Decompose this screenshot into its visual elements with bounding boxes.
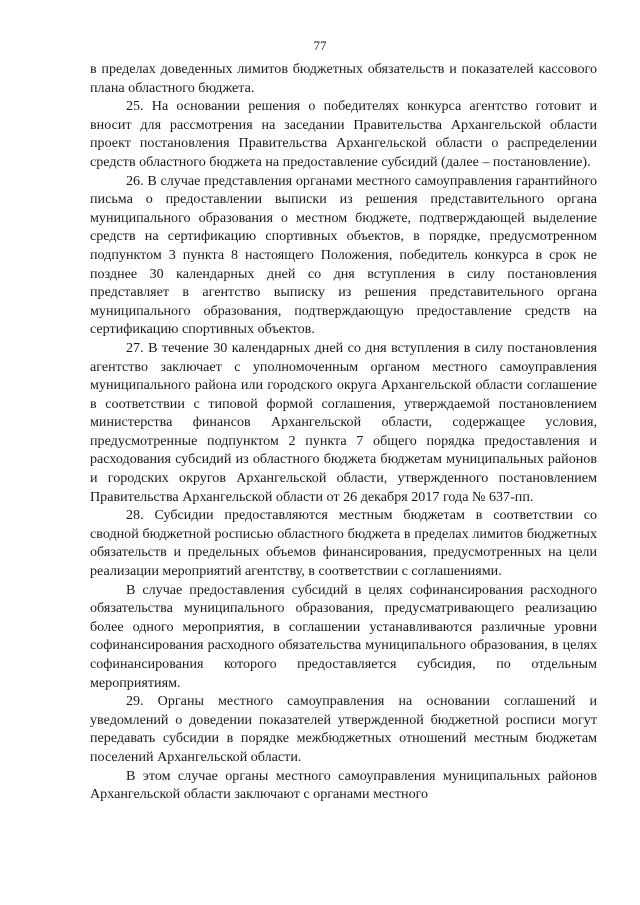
paragraph: 29. Органы местного самоуправления на основании соглашений и уведомлений о доведении показателей утвержденной бюджетной росписи могут передавать субсидии в порядке межбюджетных отношений местным бюджетам поселений Архангельской области. (90, 693, 597, 765)
paragraph: В этом случае органы местного самоуправления муниципальных районов Архангельской области заключают с органами местного (90, 767, 597, 803)
paragraph: 25. На основании решения о победителях конкурса агентство готовит и вносит для рассмотрения на заседании Правительства Архангельской области проект постановления Правительства Архангельской области о распределении средств областного бюджета на предоставление субсидий (далее – постановление). (90, 98, 597, 170)
paragraph: В случае предоставления субсидий в целях софинансирования расходного обязательства муниципального образования, предусматривающего реализацию более одного мероприятия, в соглашении устанавливаются различные уровни софинансирования расходного обязательства муниципального образования, в целях софинансирования которого предоставляется субсидия, по отдельным мероприятиям. (90, 581, 597, 691)
page-number: 77 (313, 38, 327, 53)
document-body (90, 60, 597, 804)
paragraph: 27. В течение 30 календарных дней со дня вступления в силу постановления агентство заключает с уполномоченным органом местного самоуправления муниципального района или городского округа Архангельской области соглашение в соответствии с типовой формой соглашения, утверждаемой постановлением министерства финансов Архангельской области, содержащее условия, предусмотренные подпунктом 2 пункта 7 общего порядка предоставления и расходования субсидий из областного бюджета бюджетам муниципальных районов и городских округов Архангельской области, утвержденного постановлением Правительства Архангельской области от 26 декабря 2017 года № 637-пп. (90, 339, 597, 505)
paragraph: 28. Субсидии предоставляются местным бюджетам в соответствии со сводной бюджетной росписью областного бюджета в пределах лимитов бюджетных обязательств и предельных объемов финансирования, предусмотренных на цели реализации мероприятий агентству, в соответствии с соглашениями. (90, 507, 597, 580)
paragraph: 26. В случае представления органами местного самоуправления гарантийного письма о предоставлении выписки из решения представительного органа муниципального образования о местном бюджете, подтверждающей выделение средств на сертификацию спортивных объектов, в порядке, предусмотренном подпунктом 3 пункта 8 настоящего Положения, победитель конкурса в срок не позднее 30 календарных дней со дня вступления в силу постановления представляет в агентство выписку из решения представительного органа муниципального образования, подтверждающую предоставление средств на сертификацию спортивных объектов. (90, 172, 597, 338)
paragraph: в пределах доведенных лимитов бюджетных обязательств и показателей кассового плана областного бюджета. (90, 61, 597, 96)
